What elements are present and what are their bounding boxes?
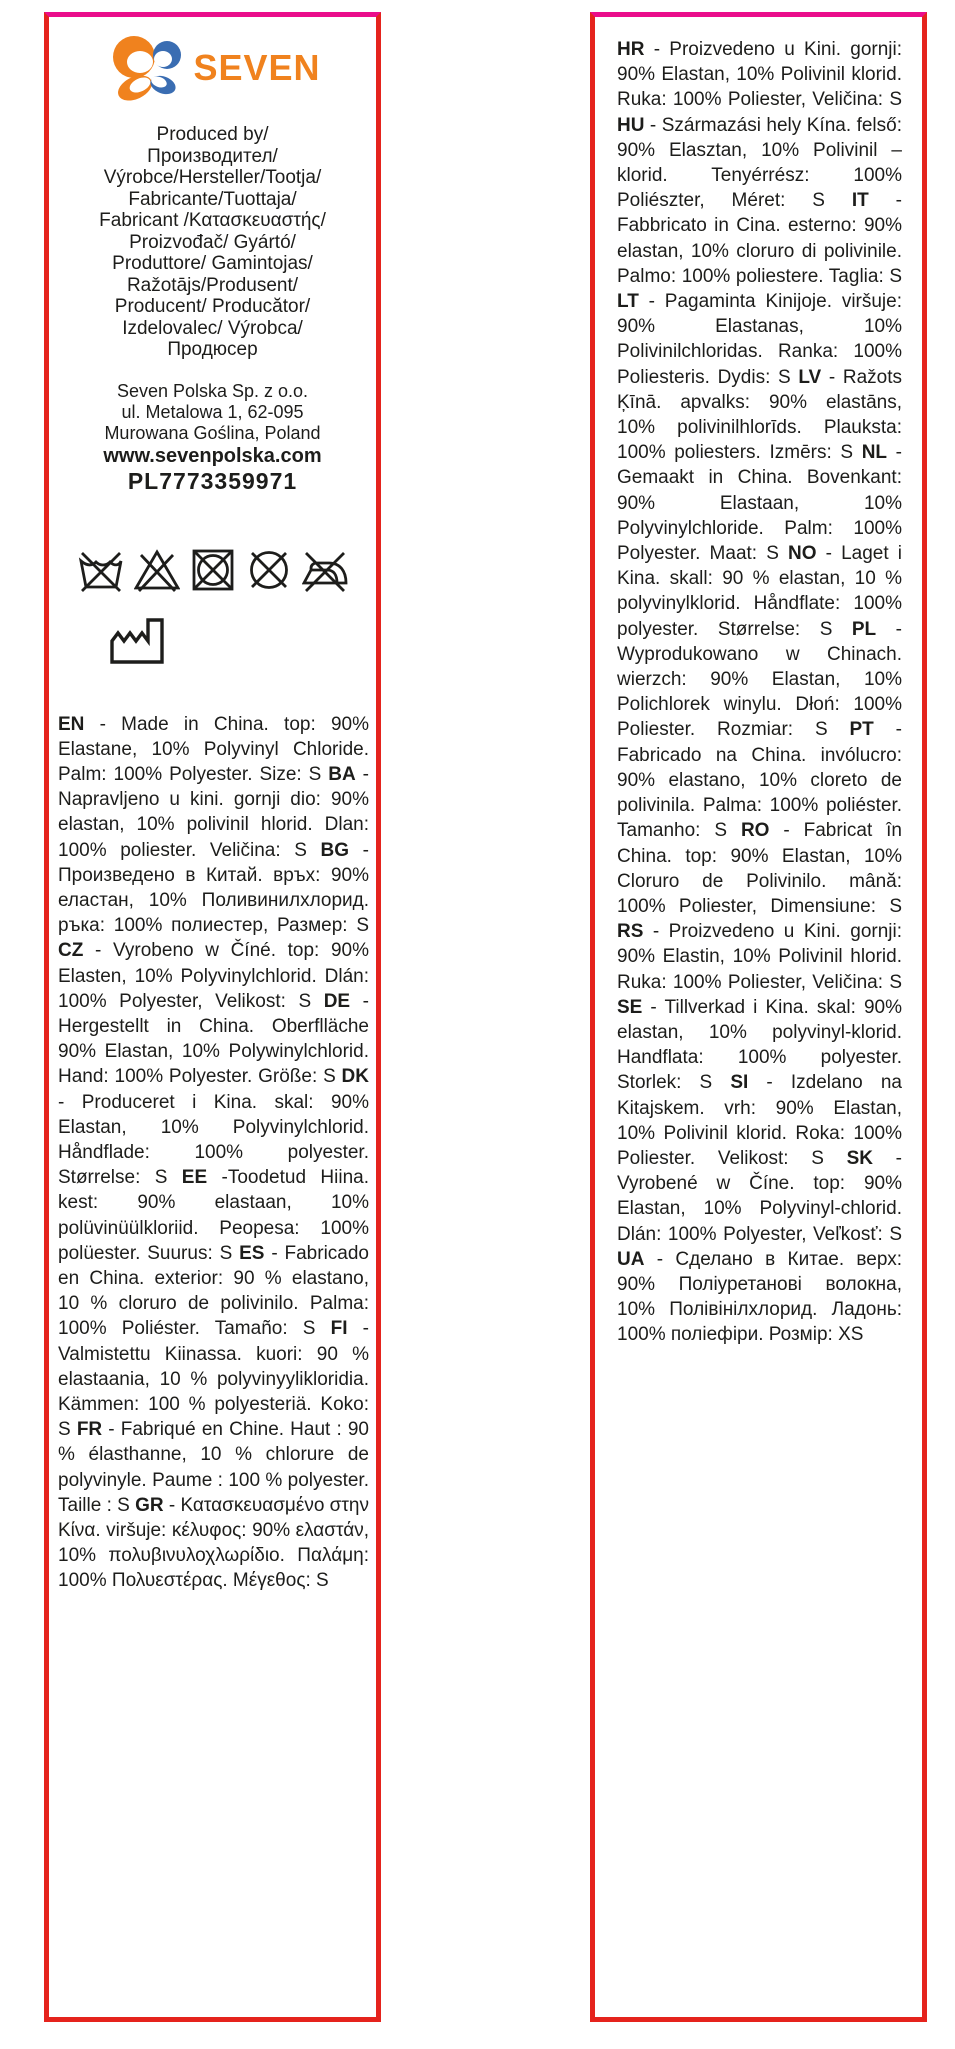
producer-line: Proizvođač/ Gyártó/: [129, 231, 296, 253]
care-symbols-row: [49, 546, 376, 594]
address-line: Seven Polska Sp. z o.o.: [116, 380, 309, 401]
do-not-iron-icon: [302, 546, 348, 594]
address-line: ul. Metalowa 1, 62-095: [121, 401, 304, 422]
website: www.sevenpolska.com: [103, 444, 322, 467]
producer-line: Izdelovalec/ Výrobca/: [122, 317, 303, 339]
producer-line: Producent/ Producător/: [114, 296, 311, 317]
producer-line: Produced by/: [156, 124, 269, 145]
producer-line: Продюсер: [167, 339, 258, 360]
butterfly-logo-icon: [104, 32, 188, 104]
right-label-panel: [590, 12, 927, 2022]
do-not-wash-icon: [78, 546, 124, 594]
composition-text-left: EN - Made in China. top: 90% Elastane, 10% Polyvinyl Chloride. Palm: 100% Polyester. Size: S BA - Napravljeno u kini. gornji dio: 90% elastan, 10% polivinil hlorid. Dlan: 100% poliester. Veličina: S BG - Произведено в Китай. връх: 90% еластан, 10% Поливинилхлорид. ръка: 100% полиестер, Размер: S CZ - Vyrobeno w Číné. top: 90% Elasten, 10% Polyvinylchlorid. Dlán: 100% Polyester, Velikost: S DE - Hergestellt in China. Oberflläche 90% Elastan, 10% Polywinylchlorid. Hand: 100% Polyester. Größe: S DK - Produceret i Kina. skal: 90% Elastan, 10% Polyvinylchlorid. Håndflade: 100% polyester. Størrelse: S EE -Toodetud Hiina. kest: 90% elastaan, 10% polüvinüülkloriid. Peopesa: 100% polüester. Suurus: S ES - Fabricado en China. exterior: 90 % elastano, 10 % cloruro de polivinilo. Palma: 100% Poliéster. Tamaño: S FI - Valmistettu Kiinassa. kuori: 90 % elastaania, 10 % polyvinyylikloridia. Kämmen: 100 % polyesteriä. Koko: S FR - Fabriqué en Chine. Haut : 90 % élasthanne, 10 % chlorure de polyvinyle. Paume : 100 % polyester. Taille : S GR - Κατασκευασμένο στην Κίνα. viršuje: κέλυφος: 90% ελαστάν, 10% πολυβινυλοχλωρίδιο. Παλάμη: 100% Πολυεστέρας. Μέγεθος: S: [58, 713, 369, 1592]
left-label-panel: [44, 12, 381, 2022]
composition-text-right: HR - Proizvedeno u Kini. gornji: 90% Elastan, 10% Polivinil klorid. Ruka: 100% Poliester, Veličina: S HU - Származási hely Kína. felső: 90% Elasztan, 10% Polivinil – klorid. Tenyérrész: 100% Poliészter, Méret: S IT - Fabbricato in Cina. esterno: 90% elastan, 10% cloruro di polivinile. Palmo: 100% poliestere. Taglia: S LT - Pagaminta Kinijoje. viršuje: 90% Elastanas, 10% Polivinilchloridas. Ranka: 100% Poliesteris. Dydis: S LV - Ražots Ķīnā. apvalks: 90% elastāns, 10% polivinilhlorīds. Plauksta: 100% poliesters. Izmērs: S NL - Gemaakt in China. Bovenkant: 90% Elastaan, 10% Polyvinylchloride. Palm: 100% Polyester. Maat: S NO - Laget i Kina. skall: 90 % elastan, 10 % polyvinylklorid. Håndflate: 100% polyester. Størrelse: S PL - Wyprodukowano w Chinach. wierzch: 90% Elastan, 10% Polichlorek winylu. Dłoń: 100% Poliester. Rozmiar: S PT - Fabricado na China. invólucro: 90% elastano, 10% cloreto de polivinila. Palma: 100% poliéster. Tamanho: S RO - Fabricat în China. top: 90% Elastan, 10% Cloruro de Polivinilo. mână: 100% Poliester, Dimensiune: S RS - Proizvedeno u Kini. gornji: 90% Elastin, 10% Polivinil hlorid. Ruka: 100% Poliester, Veličina: S SE - Tillverkad i Kina. skal: 90% elastan, 10% polyvinyl-klorid. Handflata: 100% polyester. Storlek: S SI - Izdelano na Kitajskem. vrh: 90% Elastan, 10% Polivinil klorid. Roka: 100% Poliester. Velikost: S SK - Vyrobené w Číne. top: 90% Elastan, 10% Polyvinyl-chlorid. Dlán: 100% Polyester, Veľkosť: S UA - Сделано в Китае. верх: 90% Поліуретанові волокна, 10% Полівінілхлорид. Ладонь: 100% поліефіри. Розмір: XS: [617, 39, 902, 1346]
producer-line: Ražotājs/Produsent/: [126, 274, 299, 296]
producer-line: Производител/: [147, 145, 278, 167]
brand-name: SEVEN: [193, 47, 321, 88]
producer-block: [49, 124, 376, 361]
factory-icon: [108, 610, 168, 670]
address-line: Murowana Goślina, Poland: [104, 422, 321, 443]
manufacturer-symbol: [108, 610, 376, 675]
do-not-bleach-icon: [134, 546, 180, 594]
do-not-dry-clean-icon: [246, 546, 292, 594]
brand-logo: [49, 32, 376, 104]
producer-line: Fabricant /Κατασκευαστής/: [99, 210, 326, 231]
address-block: [49, 381, 376, 495]
do-not-tumble-dry-icon: [190, 546, 236, 594]
producer-line: Výrobce/Hersteller/Tootja/: [103, 167, 322, 188]
vat-number: PL7773359971: [127, 467, 298, 494]
producer-line: Produttore/ Gamintojas/: [112, 253, 313, 274]
producer-line: Fabricante/Tuottaja/: [128, 188, 297, 210]
